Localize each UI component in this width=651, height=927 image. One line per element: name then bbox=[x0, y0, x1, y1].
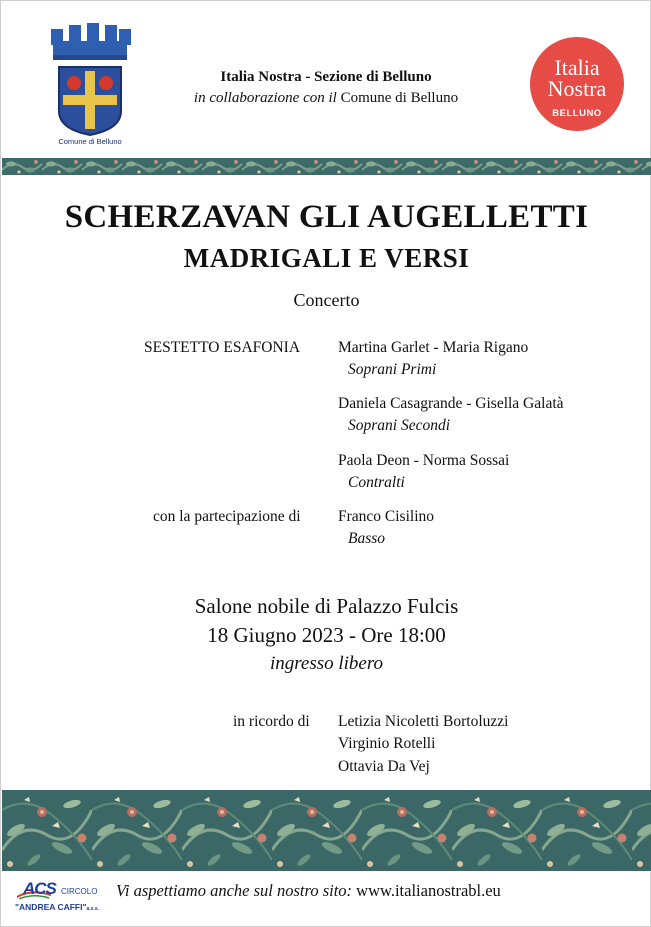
guest-role: Basso bbox=[348, 530, 386, 547]
venue-admission: ingresso libero bbox=[269, 653, 384, 674]
concert-title: SCHERZAVAN GLI AUGELLETTI bbox=[64, 199, 589, 235]
collab-prefix: in collaborazione con il bbox=[193, 90, 337, 106]
memory-label: in ricordo di bbox=[233, 713, 310, 730]
acs-circolo-label: CIRCOLO bbox=[61, 887, 98, 896]
decorative-band-bottom bbox=[2, 790, 651, 871]
organizer-block bbox=[141, 67, 511, 109]
website-link[interactable]: www.italianostrabl.eu bbox=[356, 881, 501, 900]
memory-name-3: Ottavia Da Vej bbox=[338, 758, 430, 775]
voice-role-2: Soprani Secondi bbox=[348, 417, 451, 434]
collab-entity: Comune di Belluno bbox=[340, 90, 459, 106]
acs-suffix: a.s.s. bbox=[86, 906, 100, 912]
invite-text: Vi aspettiamo anche sul nostro sito: bbox=[116, 881, 353, 900]
footer-invite bbox=[116, 881, 501, 901]
voice-role-1: Soprani Primi bbox=[348, 361, 437, 378]
guest-name: Franco Cisilino bbox=[338, 508, 435, 525]
concert-subtitle: MADRIGALI E VERSI bbox=[183, 243, 470, 273]
event-kind: Concerto bbox=[293, 290, 360, 310]
italia-nostra-logo bbox=[530, 37, 624, 131]
acs-name-text: "ANDREA CAFFI" bbox=[15, 902, 87, 912]
acs-circolo-name bbox=[15, 902, 99, 912]
memory-name-2: Virginio Rotelli bbox=[338, 735, 436, 752]
belluno-coat-of-arms-icon bbox=[47, 19, 133, 149]
voice-names-1: Martina Garlet - Maria Rigano bbox=[338, 339, 529, 356]
venue-place: Salone nobile di Palazzo Fulcis bbox=[194, 594, 459, 618]
voice-names-2: Daniela Casagrande - Gisella Galatà bbox=[338, 395, 564, 412]
voice-names-3: Paola Deon - Norma Sossai bbox=[338, 452, 510, 469]
decorative-band-top bbox=[2, 158, 651, 175]
crest-caption: Comune di Belluno bbox=[58, 137, 122, 146]
ensemble-name: SESTETTO ESAFONIA bbox=[144, 339, 301, 356]
logo-line-3: BELLUNO bbox=[552, 108, 602, 119]
venue-date-time: 18 Giugno 2023 - Ore 18:00 bbox=[207, 623, 446, 647]
logo-line-2: Nostra bbox=[547, 76, 607, 101]
voice-role-3: Contralti bbox=[348, 474, 405, 491]
logo-line-1: Italia bbox=[554, 55, 600, 80]
acs-logo-text: ACS bbox=[23, 879, 56, 898]
acs-circolo-logo bbox=[15, 877, 115, 917]
organizer-name: Italia Nostra - Sezione di Belluno bbox=[220, 69, 432, 85]
participation-label: con la partecipazione di bbox=[153, 508, 301, 525]
memory-name-1: Letizia Nicoletti Bortoluzzi bbox=[338, 713, 509, 730]
